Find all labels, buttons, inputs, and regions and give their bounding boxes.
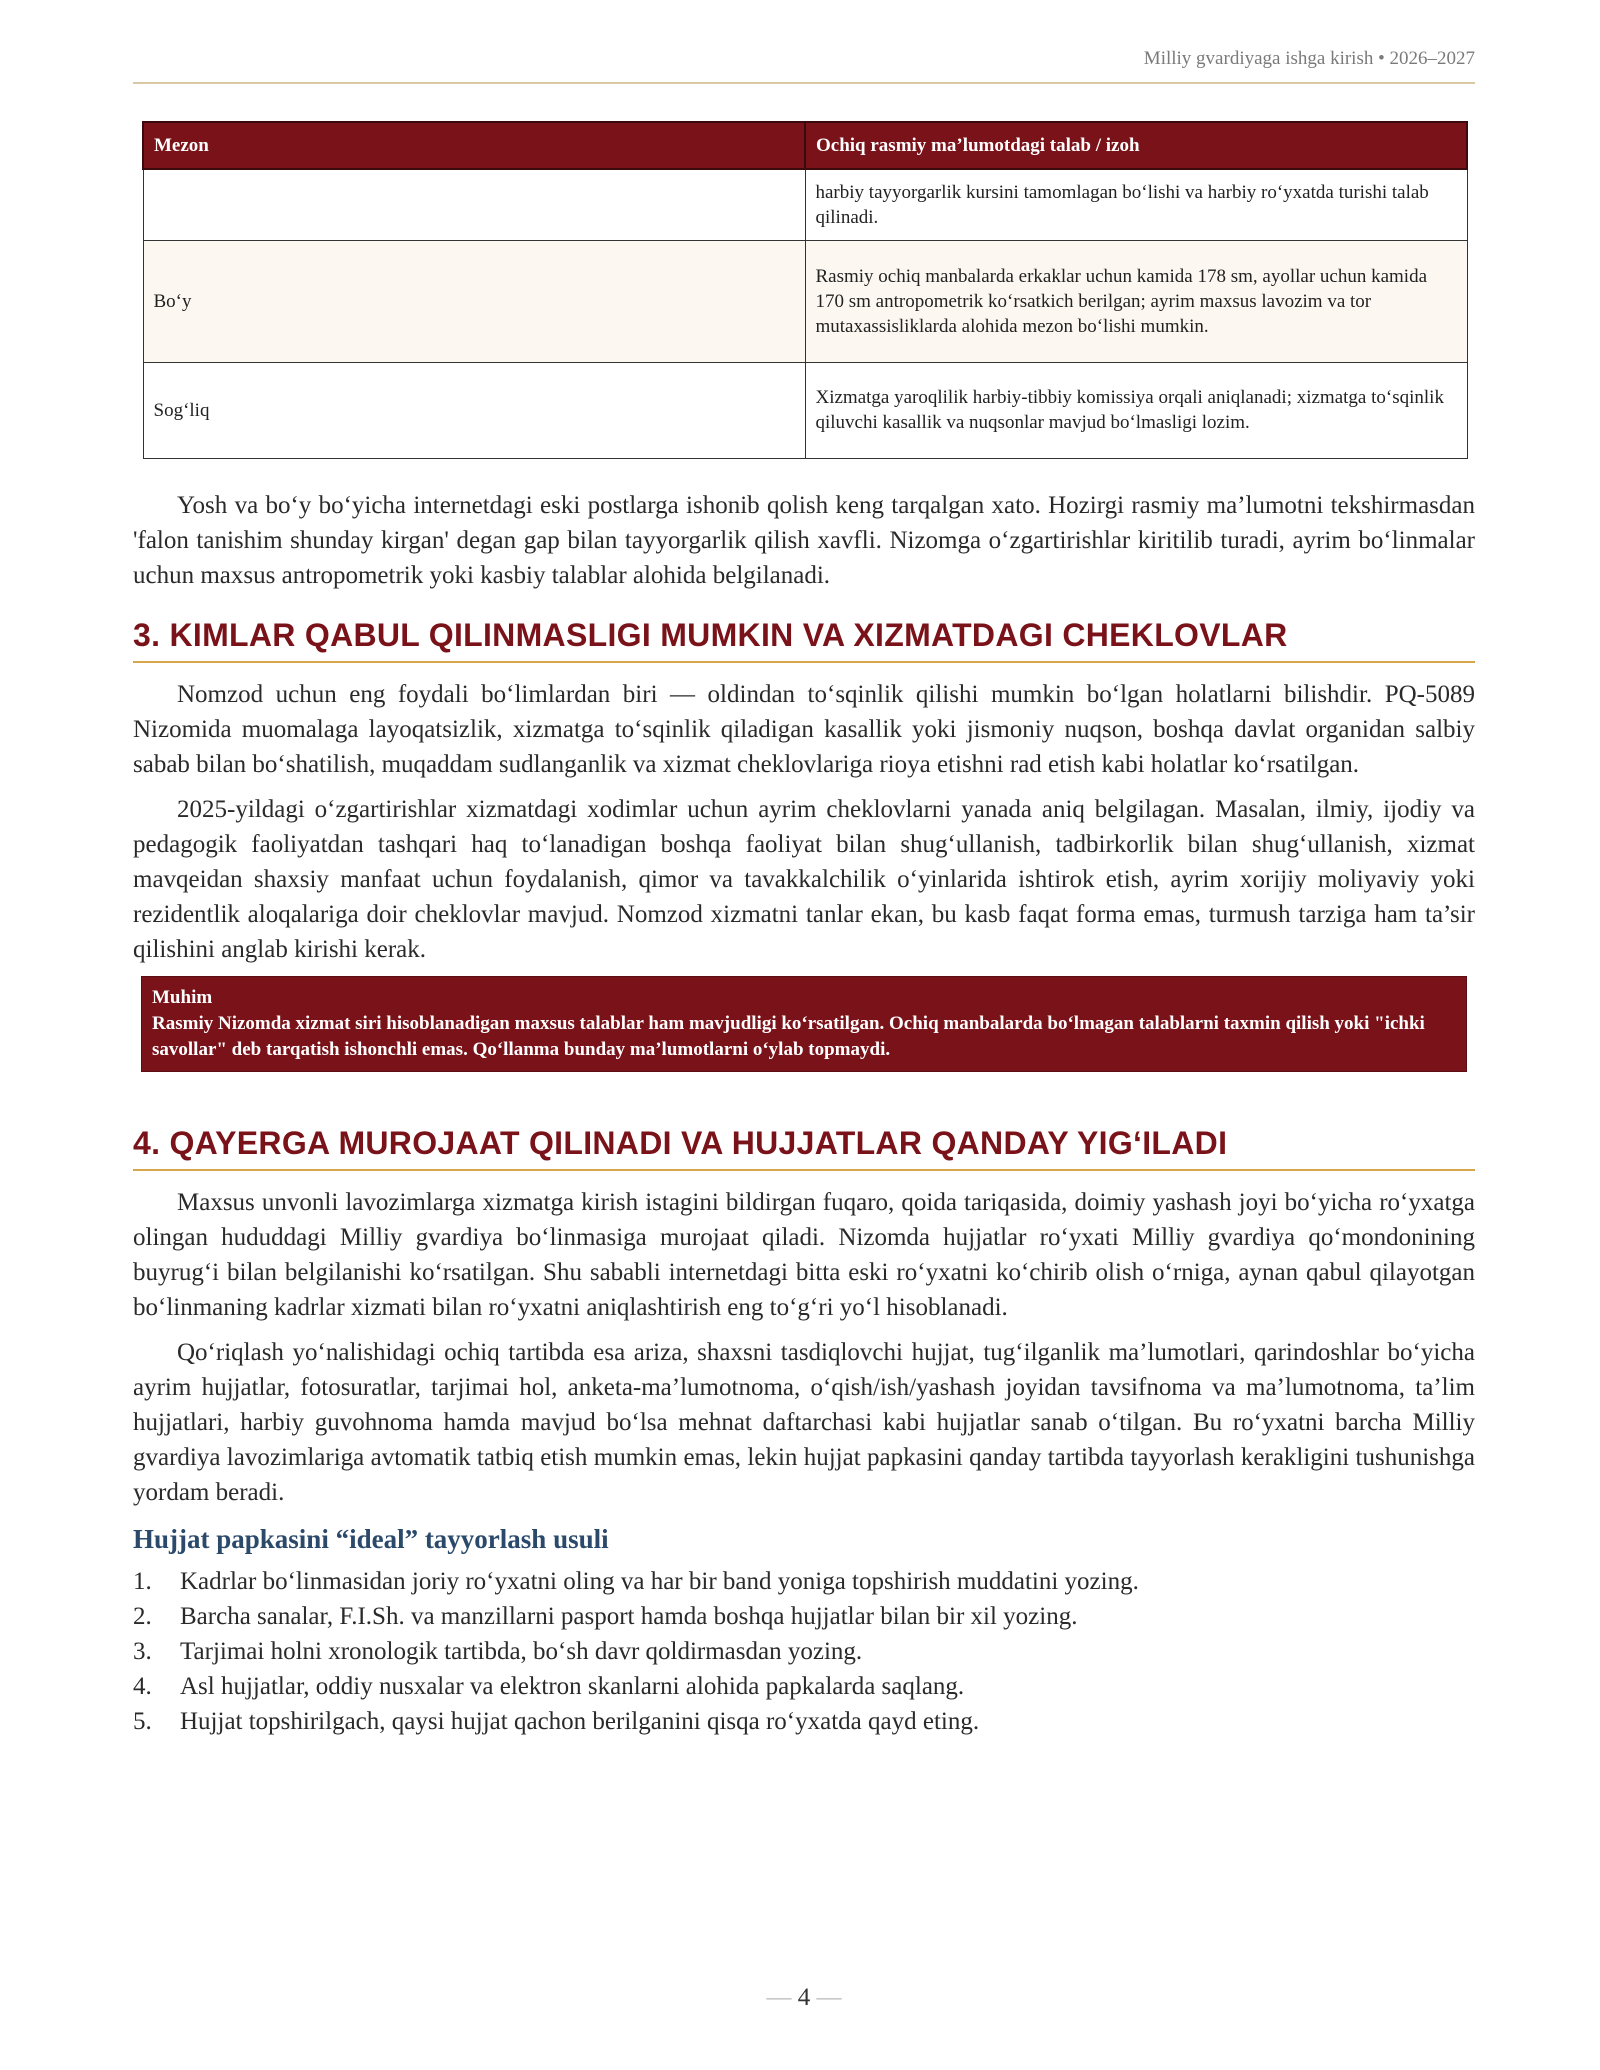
table-cell-note: Xizmatga yaroqlilik harbiy-tibbiy komissiya orqali aniqlanadi; xizmatga to‘sqinlik qiluvchi kasallik va nuqsonlar mavjud bo‘lmasligi lozim. xyxy=(805,362,1467,458)
list-item-number: 1. xyxy=(133,1568,152,1595)
list-item-number: 4. xyxy=(133,1673,152,1700)
footer-dash-right: — xyxy=(816,1984,842,2011)
list-item xyxy=(133,1599,1475,1634)
table-header-row xyxy=(143,122,1467,169)
running-header: Milliy gvardiyaga ishga kirish • 2026–2027 xyxy=(1143,48,1475,69)
main-content xyxy=(133,488,1475,1739)
column-header-note: Ochiq rasmiy ma’lumotdagi talab / izoh xyxy=(805,122,1467,169)
callout-text: Rasmiy Nizomda xizmat siri hisoblanadigan maxsus talablar ham mavjudligi ko‘rsatilgan. Ochiq manbalarda bo‘lmagan talablarni taxmin qilish yoki "ichki savollar" deb tarqatish ishonchli emas. Qo‘llanma bunday ma’lumotlarni o‘ylab topmaydi. xyxy=(152,1013,1425,1060)
column-header-criterion: Mezon xyxy=(143,122,805,169)
table-row xyxy=(143,362,1467,458)
callout-title: Muhim xyxy=(152,987,213,1008)
list-item xyxy=(133,1634,1475,1669)
header-rule xyxy=(133,82,1475,84)
section-4-paragraph: Qo‘riqlash yo‘nalishidagi ochiq tartibda esa ariza, shaxsni tasdiqlovchi hujjat, tug‘ilganlik ma’lumotlari, qarindoshlar bo‘yicha ayrim hujjatlar, fotosuratlar, tarjimai hol, anketa-ma’lumotnoma, o‘qish/ish/yashash joyidan tavsifnoma va ma’lumotnoma, ta’lim hujjatlari, harbiy guvohnoma hamda mavjud bo‘lsa mehnat daftarchasi kabi hujjatlar sanab o‘tilgan. Bu ro‘yxatni barcha Milliy gvardiya lavozimlariga avtomatik tatbiq etish mumkin emas, lekin hujjat papkasini qanday tartibda tayyorlash kerakligini tushunishga yordam beradi. xyxy=(133,1339,1475,1506)
list-item-text: Asl hujjatlar, oddiy nusxalar va elektron skanlarni alohida papkalarda saqlang. xyxy=(180,1673,965,1700)
document-folder-subheading: Hujjat papkasini “ideal” tayyorlash usuli xyxy=(133,1524,609,1554)
table-row xyxy=(143,240,1467,362)
footer-dash-left: — xyxy=(766,1984,792,2011)
table-cell-note: harbiy tayyorgarlik kursini tamomlagan bo‘lishi va harbiy ro‘yxatda turishi talab qilinadi. xyxy=(805,169,1467,240)
section-3-paragraph: Nomzod uchun eng foydali bo‘limlardan biri — oldindan to‘sqinlik qilishi mumkin bo‘lgan holatlarni bilishdir. PQ-5089 Nizomida muomalaga layoqatsizlik, xizmatga to‘sqinlik qiladigan kasallik yoki jismoniy nuqson, boshqa davlat organidan salbiy sabab bilan bo‘shatilish, muqaddam sudlanganlik va xizmat cheklovlariga rioya etishni rad etish kabi holatlar ko‘rsatilgan. xyxy=(133,681,1475,778)
list-item xyxy=(133,1564,1475,1599)
steps-list xyxy=(133,1564,1475,1739)
table-cell-note: Rasmiy ochiq manbalarda erkaklar uchun kamida 178 sm, ayollar uchun kamida 170 sm antropometrik ko‘rsatkich berilgan; ayrim maxsus lavozim va tor mutaxassisliklarda alohida mezon bo‘lishi mumkin. xyxy=(805,240,1467,362)
list-item-number: 3. xyxy=(133,1638,152,1665)
list-item-number: 2. xyxy=(133,1603,152,1630)
list-item-text: Barcha sanalar, F.I.Sh. va manzillarni pasport hamda boshqa hujjatlar bilan bir xil yozing. xyxy=(180,1603,1078,1630)
table-row xyxy=(143,169,1467,240)
list-item xyxy=(133,1669,1475,1704)
section-3-heading: 3. KIMLAR QABUL QILINMASLIGI MUMKIN VA XIZMATDAGI CHEKLOVLAR xyxy=(133,615,1475,663)
list-item-number: 5. xyxy=(133,1708,152,1735)
section-4-heading: 4. QAYERGA MUROJAAT QILINADI VA HUJJATLAR QANDAY YIG‘ILADI xyxy=(133,1123,1475,1171)
list-item xyxy=(133,1704,1475,1739)
section-4-paragraph: Maxsus unvonli lavozimlarga xizmatga kirish istagini bildirgan fuqaro, qoida tariqasida, doimiy yashash joyi bo‘yicha ro‘yxatga olingan hududdagi Milliy gvardiya bo‘linmasiga murojaat qiladi. Nizomda hujjatlar ro‘yxati Milliy gvardiya qo‘mondonining buyrug‘i bilan belgilanishi ko‘rsatilgan. Shu sababli internetdagi bitta eski ro‘yxatni ko‘chirib olish o‘rniga, aynan qabul qilayotgan bo‘linmaning kadrlar xizmati bilan ro‘yxatni aniqlashtirish eng to‘g‘ri yo‘l hisoblanadi. xyxy=(133,1189,1475,1321)
list-item-text: Hujjat topshirilgach, qaysi hujjat qachon berilganini qisqa ro‘yxatda qayd eting. xyxy=(180,1708,980,1735)
page-footer xyxy=(133,1984,1475,2012)
section-3-paragraph: 2025-yildagi o‘zgartirishlar xizmatdagi xodimlar uchun ayrim cheklovlarni yanada aniq belgilagan. Masalan, ilmiy, ijodiy va pedagogik faoliyatdan tashqari haq to‘lanadigan boshqa faoliyat bilan shug‘ullanish, tadbirkorlik bilan shug‘ullanish, xizmat mavqeidan shaxsiy manfaat uchun foydalanish, qimor va tavakkalchilik o‘yinlarida ishtirok etish, ayrim xorijiy moliyaviy yoki rezidentlik aloqalariga doir cheklovlar mavjud. Nomzod xizmatni tanlar ekan, bu kasb faqat forma emas, turmush tarziga ham ta’sir qilishini anglab kirishi kerak. xyxy=(133,796,1475,963)
criteria-table xyxy=(142,121,1468,459)
page-number: 4 xyxy=(797,1984,811,2011)
table-cell-criterion: Bo‘y xyxy=(143,240,805,362)
important-callout xyxy=(142,977,1466,1071)
list-item-text: Tarjimai holni xronologik tartibda, bo‘sh davr qoldirmasdan yozing. xyxy=(180,1638,863,1665)
table-cell-criterion: Sog‘liq xyxy=(143,362,805,458)
table-cell-criterion xyxy=(143,169,805,240)
list-item-text: Kadrlar bo‘linmasidan joriy ro‘yxatni oling va har bir band yoniga topshirish muddatini yozing. xyxy=(180,1568,1139,1595)
intro-paragraph: Yosh va bo‘y bo‘yicha internetdagi eski postlarga ishonib qolish keng tarqalgan xato. Hozirgi rasmiy ma’lumotni tekshirmasdan 'falon tanishim shunday kirgan' degan gap bilan tayyorgarlik qilish xavfli. Nizomga o‘zgartirishlar kiritilib turadi, ayrim bo‘linmalar uchun maxsus antropometrik yoki kasbiy talablar alohida belgilanadi. xyxy=(133,492,1475,589)
